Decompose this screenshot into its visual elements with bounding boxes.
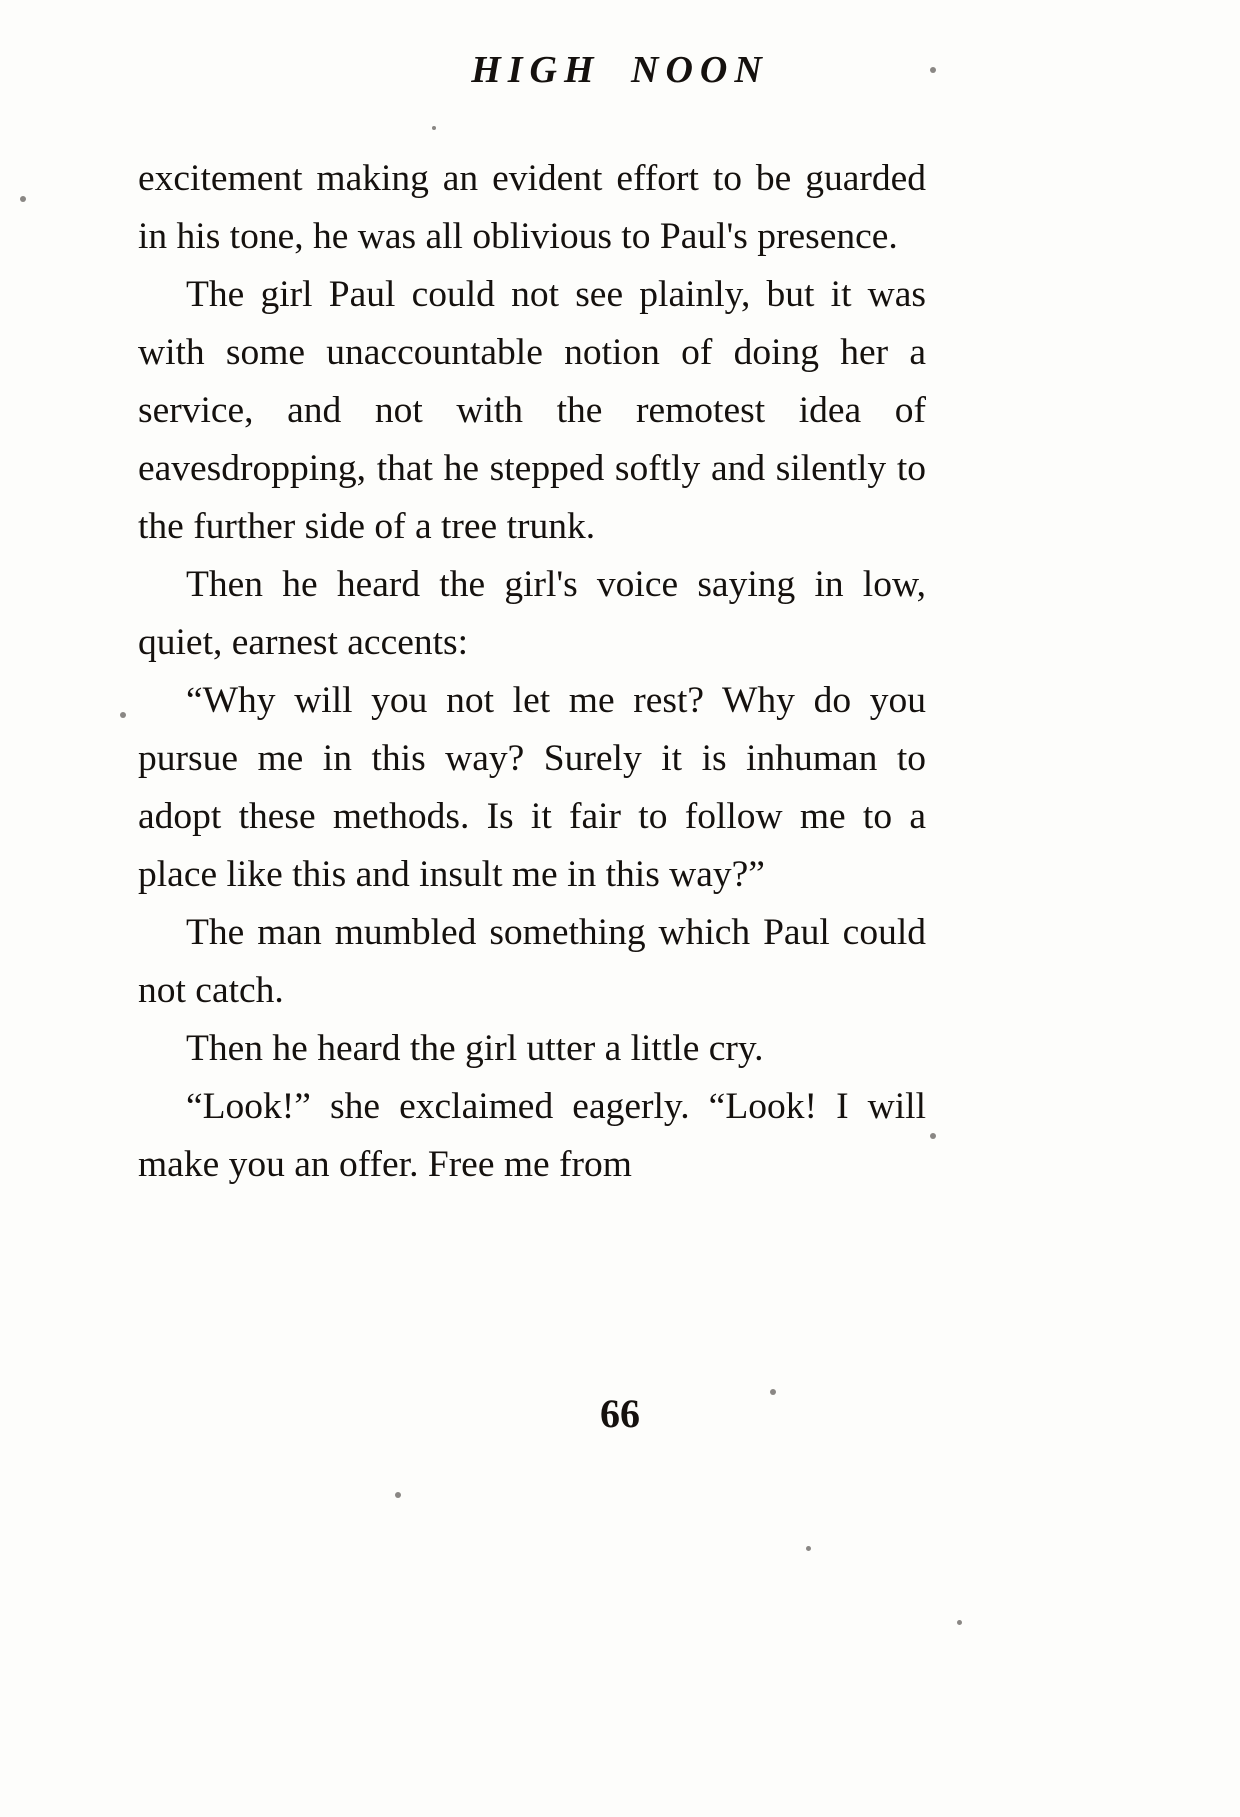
paragraph: The man mumbled something which Paul could not catch. <box>138 912 926 1011</box>
paper-speck <box>957 1620 962 1625</box>
body-text <box>138 150 926 1194</box>
paragraph: “Why will you not let me rest? Why do you pursue me in this way? Surely it is inhuman to adopt these methods. Is it fair to follow me to a place like this and insult me in this way?” <box>138 680 926 895</box>
paper-speck <box>806 1546 811 1551</box>
paper-speck <box>432 126 436 130</box>
paper-speck <box>395 1492 401 1498</box>
paragraph: “Look!” she exclaimed eagerly. “Look! I will make you an offer. Free me from <box>138 1086 926 1185</box>
paragraph: The girl Paul could not see plainly, but it was with some unaccountable notion of doing her a service, and not with the remotest idea of eavesdropping, that he stepped softly and silently to the further side of a tree trunk. <box>138 274 926 547</box>
running-head: HIGH NOON <box>471 49 769 91</box>
paragraph: Then he heard the girl's voice saying in low, quiet, earnest accents: <box>138 564 926 663</box>
page-number: 66 <box>600 1391 640 1436</box>
paper-speck <box>20 196 26 202</box>
paper-speck <box>930 1133 936 1139</box>
paragraph: excitement making an evident effort to be guarded in his tone, he was all oblivious to Paul's presence. <box>138 158 926 257</box>
paper-speck <box>120 712 126 718</box>
paragraph: Then he heard the girl utter a little cry. <box>186 1028 764 1069</box>
